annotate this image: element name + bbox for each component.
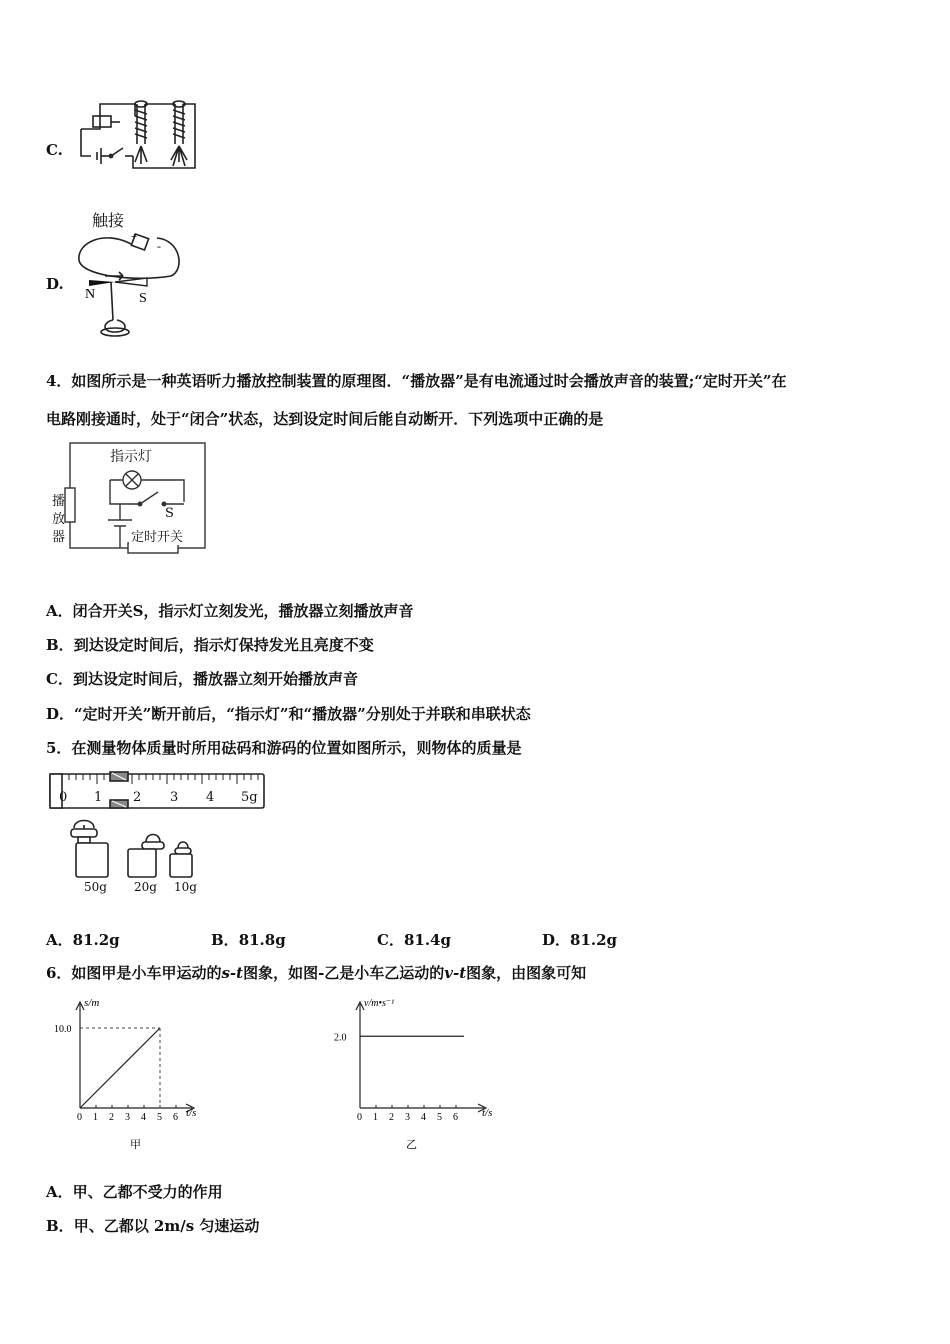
chart-jia-ylabel: s/m	[84, 997, 100, 1009]
scale-tick-0: 0	[59, 790, 68, 805]
q6-option-b	[46, 1215, 259, 1236]
chart-jia-xtick-label: 3	[125, 1112, 130, 1123]
timer-label: 定时开关	[129, 526, 185, 545]
weight-label-10g: 10g	[174, 880, 197, 894]
lamp-label: 指示灯	[108, 446, 154, 466]
option-text: 到达设定时间后，指示灯保持发光且亮度不变	[73, 636, 374, 654]
q6-stem-pre: 6．如图甲是小车甲运动的	[46, 964, 222, 982]
q6-stem	[46, 962, 586, 983]
chart-yi-title: 乙	[406, 1139, 417, 1151]
chart-yi-xtick-label: 2	[389, 1112, 394, 1123]
option-label: D．	[46, 705, 75, 723]
q5-balance-diagram	[46, 770, 271, 900]
chart-yi-axes	[356, 1002, 486, 1112]
q4-stem-line2: 电路刚接通时，处于“闭合”状态，达到设定时间后能自动断开．下列选项中正确的是	[46, 410, 604, 428]
q4-option-d	[46, 703, 531, 724]
option-text: 甲、乙都以 2m/s 匀速运动	[73, 1217, 260, 1235]
q6-stem-vt: v-t	[444, 964, 467, 982]
chart-yi-xlabel: t/s	[482, 1107, 493, 1119]
scale-tick-1: 1	[94, 790, 103, 805]
q4-option-b	[46, 634, 374, 655]
option-text: 到达设定时间后，播放器立刻开始播放声音	[72, 670, 358, 688]
chart-jia-xlabel: t/s	[186, 1107, 197, 1119]
option-label: A．	[46, 1183, 73, 1201]
player-label-2: 放	[52, 512, 66, 527]
option-text: 81.8g	[238, 931, 286, 949]
scale-tick-5: 5g	[241, 790, 258, 805]
chart-yi-xtick-label: 3	[405, 1112, 410, 1123]
q3-option-c-diagram	[75, 96, 200, 176]
option-label: B．	[211, 931, 239, 949]
chart-yi-xtick-label: 4	[421, 1112, 426, 1123]
option-label: B．	[46, 636, 74, 654]
q4-stem-line1: 4．如图所示是一种英语听力播放控制装置的原理图．“播放器”是有电流通过时会播放声音的装置;“定时开关”在	[46, 372, 787, 390]
touch-label: 触接	[92, 211, 125, 230]
q4-option-c	[46, 668, 358, 689]
scale-tick-2: 2	[133, 790, 142, 805]
scale-tick-3: 3	[170, 790, 179, 805]
q5-option-d	[542, 929, 617, 950]
q5-option-b	[211, 929, 286, 950]
q5-option-a	[46, 929, 120, 950]
q6-stem-post: 图象，由图象可知	[466, 964, 587, 982]
chart-jia-title: 甲	[130, 1139, 141, 1151]
chart-yi-xtick-label: 0	[357, 1112, 362, 1123]
option-label: D．	[542, 931, 571, 949]
option-text: 81.4g	[403, 931, 451, 949]
chart-jia-xtick-label: 4	[141, 1112, 146, 1123]
option-text: 闭合开关S，指示灯立刻发光，播放器立刻播放声音	[72, 602, 414, 620]
chart-jia-xtick-label: 5	[157, 1112, 162, 1123]
q4-circuit-diagram	[52, 440, 212, 555]
player-label-1: 播	[52, 494, 66, 509]
chart-yi-xtick-label: 1	[373, 1112, 378, 1123]
chart-yi-ylabel: v/m•s⁻¹	[364, 998, 395, 1009]
chart-jia-xtick-label: 6	[173, 1112, 178, 1123]
q5-option-c	[377, 929, 451, 950]
scale-tick-4: 4	[206, 790, 215, 805]
option-text: 甲、乙都不受力的作用	[72, 1183, 223, 1201]
option-text: “定时开关”断开前后，“指示灯”和“播放器”分别处于并联和串联状态	[74, 705, 531, 723]
chart-jia-xtick-label: 0	[77, 1112, 82, 1123]
q6-option-a	[46, 1181, 223, 1202]
option-label: B．	[46, 1217, 74, 1235]
q3-option-d-label: D.	[46, 275, 64, 293]
option-label: A．	[46, 602, 73, 620]
option-label: A．	[46, 931, 73, 949]
chart-jia-xtick-label: 2	[109, 1112, 114, 1123]
chart-jia-ytick-label: 10.0	[54, 1024, 72, 1035]
q3-option-d-diagram	[75, 220, 185, 342]
option-label: C．	[377, 931, 404, 949]
weight-label-50g: 50g	[84, 880, 107, 894]
q3-option-c-label: C.	[46, 141, 63, 159]
north-pole-label: N	[85, 287, 96, 302]
q6-stem-mid: 图象，如图-乙是小车乙运动的	[243, 964, 445, 982]
option-label: C．	[46, 670, 73, 688]
minus-sign: -	[157, 239, 161, 253]
player-label-3: 器	[52, 530, 66, 545]
chart-yi-ytick-label: 2.0	[334, 1032, 347, 1044]
switch-label: S	[165, 506, 174, 521]
option-text: 81.2g	[570, 931, 618, 949]
chart-jia-axes	[76, 1002, 194, 1112]
chart-jia-xtick-label: 1	[93, 1112, 98, 1123]
chart-jia-st	[46, 992, 226, 1152]
chart-yi-xtick-label: 5	[437, 1112, 442, 1123]
q4-option-a	[46, 600, 413, 621]
option-text: 81.2g	[72, 931, 120, 949]
q5-stem: 5．在测量物体质量时所用砝码和游码的位置如图所示，则物体的质量是	[46, 739, 522, 757]
chart-yi-vt	[322, 992, 512, 1152]
q6-stem-st: s-t	[221, 964, 244, 982]
plus-sign: +	[131, 231, 138, 243]
chart-jia-series-line	[80, 1028, 160, 1108]
south-pole-label: S	[139, 291, 147, 306]
weight-label-20g: 20g	[134, 880, 157, 894]
chart-yi-xtick-label: 6	[453, 1112, 458, 1123]
